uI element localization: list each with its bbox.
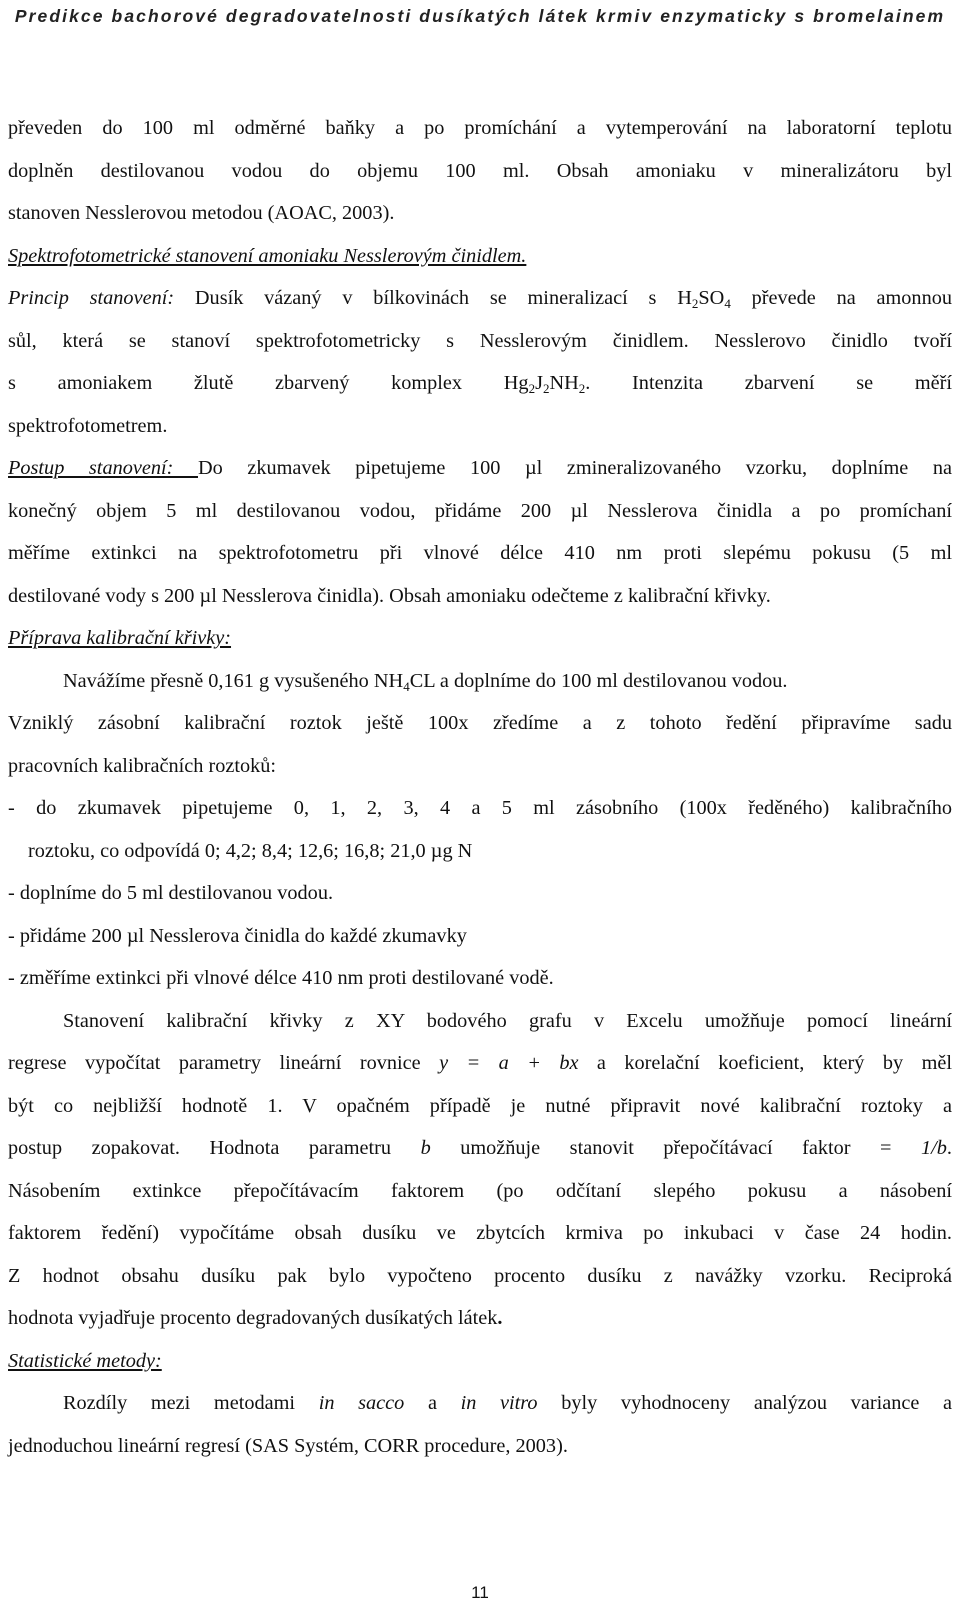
text-line: hodnota vyjadřuje procento degradovaných dusíkatých látek.: [8, 1307, 503, 1329]
text-line: spektrofotometrem.: [8, 414, 168, 437]
parameter-b: b: [420, 1137, 431, 1159]
list-item: - změříme extinkci při vlnové délce 410 nm proti destilované vodě.: [8, 967, 554, 989]
text-line: jednoduchou lineární regresí (SAS Systém, CORR procedure, 2003).: [8, 1434, 568, 1457]
text-line: měříme extinkci na spektrofotometru při vlnové délce 410 nm proti slepému pokusu (5 ml: [8, 542, 952, 564]
principle-line: Princip stanovení: Dusík vázaný v bílkovinách se mineralizací s $H_2SO_4$ převede na amonnou: [8, 287, 952, 311]
text-line: převeden do 100 ml odměrné baňky a po promíchání a vytemperování na laboratorní teplotu: [8, 117, 952, 139]
text-line: s amoniakem žlutě zbarvený komplex $Hg_2J_2NH_2$. Intenzita zbarvení se měří: [8, 372, 952, 396]
principle-label: Princip stanovení:: [8, 287, 175, 309]
text-line: regrese vypočítat parametry lineární rovnice y = a + bx a korelační koeficient, který by měl: [8, 1052, 952, 1074]
text-line: stanoven Nesslerovou metodou (AOAC, 2003).: [8, 202, 395, 224]
factor-formula: 1/b: [921, 1137, 947, 1159]
text-line: pracovních kalibračních roztoků:: [8, 754, 277, 777]
text-line: destilované vody s 200 µl Nesslerova činidla). Obsah amoniaku odečteme z kalibrační křivky.: [8, 584, 771, 607]
text-line: konečný objem 5 ml destilovanou vodou, přidáme 200 µl Nesslerova činidla a po promíchaní: [8, 499, 952, 522]
equation: y = a + bx: [439, 1052, 579, 1074]
page-body: [8, 107, 952, 1467]
list-item: - doplníme do 5 ml destilovanou vodou.: [8, 882, 334, 904]
running-header: Predikce bachorové degradovatelnosti dusíkatých látek krmiv enzymaticky s bromelainem: [14, 6, 946, 26]
text-line: Navážíme přesně 0,161 g vysušeného $NH_4CL$ a doplníme do 100 ml destilovanou vodou.: [63, 669, 788, 694]
list-item: - přidáme 200 µl Nesslerova činidla do každé zkumavky: [8, 924, 467, 947]
text-line: faktorem ředění) vypočítáme obsah dusíku ve zbytcích krmiva po inkubaci v čase 24 hodin.: [8, 1222, 952, 1244]
list-item-continuation: roztoku, co odpovídá 0; 4,2; 8,4; 12,6; 16,8; 21,0 µg N: [28, 839, 473, 862]
text-line: Vzniklý zásobní kalibrační roztok ještě 100x zředíme a z tohoto ředění připravíme sadu: [8, 712, 952, 734]
text-line: postup zopakovat. Hodnota parametru b umožňuje stanovit přepočítávací faktor = 1/b.: [8, 1137, 952, 1159]
text-line: Rozdíly mezi metodami in sacco a in vitro byly vyhodnoceny analýzou variance a: [63, 1392, 953, 1414]
section-heading-spectrophotometry: Spektrofotometrické stanovení amoniaku Nesslerovým činidlem.: [8, 244, 527, 267]
text-line: sůl, která se stanoví spektrofotometricky s Nesslerovým činidlem. Nesslerovo činidlo tvoří: [8, 329, 952, 352]
text-line: být co nejbližší hodnotě 1. V opačném případě je nutné připravit nové kalibrační roztoky a: [8, 1094, 952, 1117]
procedure-label: Postup stanovení:: [8, 457, 198, 479]
section-heading-calibration: Příprava kalibrační křivky:: [8, 627, 232, 649]
page-number: 11: [471, 1583, 489, 1602]
text-line: Z hodnot obsahu dusíku pak bylo vypočteno procento dusíku z navážky vzorku. Reciproká: [8, 1264, 952, 1287]
text-line: Stanovení kalibrační křivky z XY bodového grafu v Excelu umožňuje pomocí lineární: [63, 1009, 952, 1032]
section-heading-statistics: Statistické metody:: [8, 1349, 162, 1372]
list-item: - do zkumavek pipetujeme 0, 1, 2, 3, 4 a 5 ml zásobního (100x ředěného) kalibračního: [8, 797, 952, 819]
text-line: Násobením extinkce přepočítávacím faktorem (po odčítaní slepého pokusu a násobení: [8, 1179, 952, 1202]
text-line: doplněn destilovanou vodou do objemu 100 ml. Obsah amoniaku v mineralizátoru byl: [8, 159, 952, 182]
procedure-line: Postup stanovení: Do zkumavek pipetujeme 100 µl zmineralizovaného vzorku, doplníme na: [8, 457, 952, 479]
